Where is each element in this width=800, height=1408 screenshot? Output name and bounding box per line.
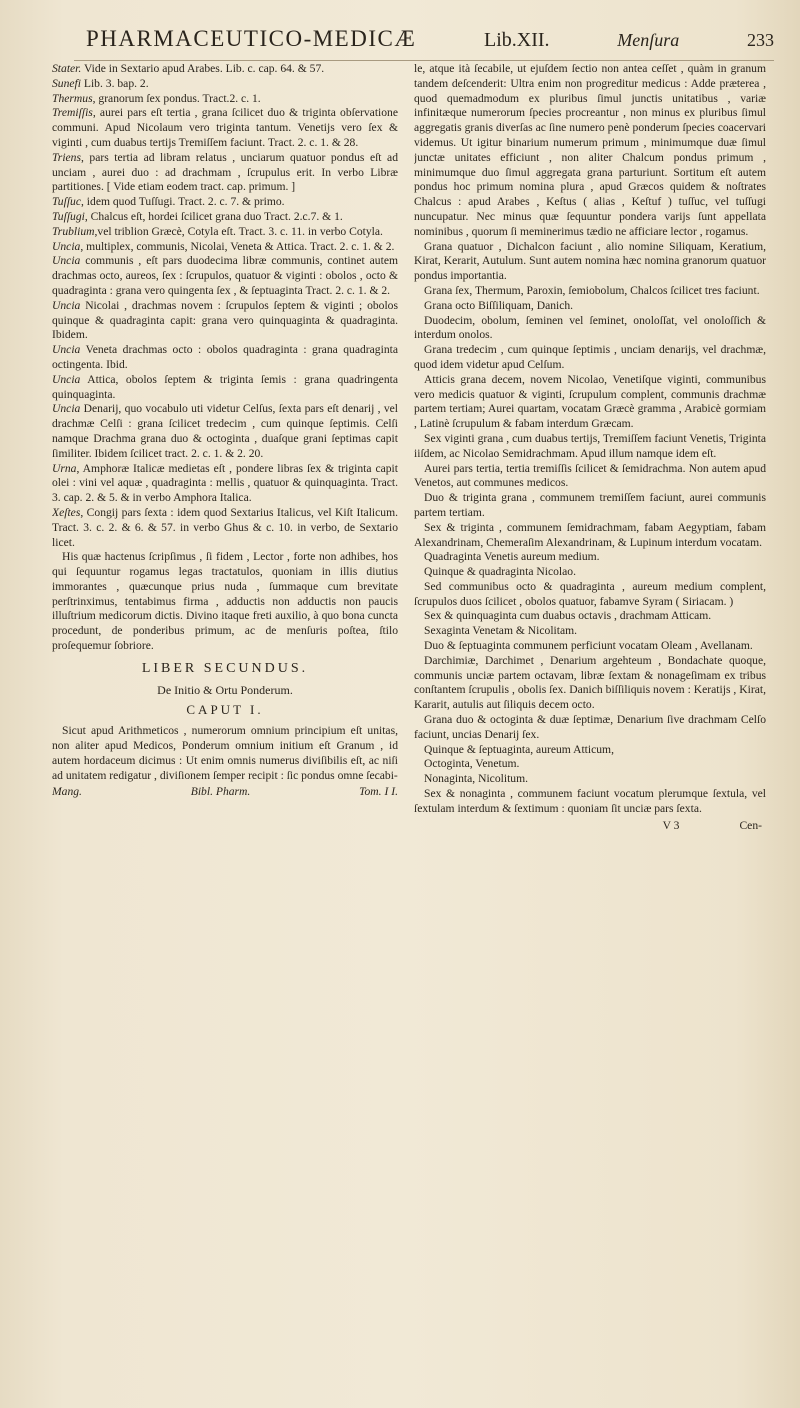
entry-headword: Urna <box>52 461 77 475</box>
initio-heading: De Initio & Ortu Ponderum. <box>157 682 293 697</box>
body-paragraph: Aurei pars tertia, tertia tremiſſis ſcilicet & ſemidrachma. Non autem apud Venetos, aut communes medicos. <box>414 461 766 490</box>
body-paragraph: Quinque & quadraginta Nicolao. <box>424 565 576 579</box>
glossary-entry <box>52 462 398 506</box>
body-paragraph: Sexaginta Venetam & Nicolitam. <box>424 624 578 638</box>
body-paragraph: Octoginta, Venetum. <box>424 757 520 771</box>
body-paragraph: Sed communibus octo & quadraginta , aureum medium complent, ſcrupulos duos ſcilicet , obolos quatuor, fabamve Syram ( Siriacam. ) <box>414 579 766 608</box>
glossary-entry <box>52 151 398 195</box>
glossary-entry <box>52 225 398 240</box>
entry-headword: Sunefi <box>52 76 81 90</box>
body-paragraph: Grana ſex, Thermum, Paroxin, ſemiobolum, Chalcos ſcilicet tres faciunt. <box>424 283 760 297</box>
left-footer <box>52 785 398 800</box>
left-column <box>52 62 398 1392</box>
entry-text: , Chalcus eſt, hordei ſcilicet grana duo Tract. 2.c.7. & 1. <box>84 209 343 223</box>
right-column <box>414 62 766 1392</box>
glossary-entry <box>52 402 398 461</box>
entry-headword: Uncia <box>52 298 81 312</box>
entry-text: , multiplex, communis, Nicolai, Veneta & Attica. Tract. 2. c. 1. & 2. <box>80 239 395 253</box>
page-number: 233 <box>747 30 774 50</box>
entry-headword: Uncia <box>52 372 81 386</box>
entry-text: , granorum ſex pondus. Tract.2. c. 1. <box>92 91 261 105</box>
glossary-entry <box>52 550 398 654</box>
glossary-entry <box>52 343 398 373</box>
body-paragraph: Grana tredecim , cum quinque ſeptimis , unciam denarijs, vel drachmæ, quod idem videtur apud Celſum. <box>414 343 766 371</box>
section-title: Menſura <box>617 30 680 50</box>
entry-text: Nicolai , drachmas novem : ſcrupulos ſeptem & viginti ; obolos quinque & quadraginta capit: grana vero quinquaginta & quadraginta. Ibidem. <box>52 298 398 342</box>
body-paragraph: Grana quatuor , Dichalcon faciunt , alio nomine Siliquam, Keratium, Kirat, Kerarit, Autulum. Sunt autem nomina hæc nomina granorum quatuor pondus importantia. <box>414 239 766 283</box>
glossary-entry <box>52 373 398 403</box>
caput-paragraph: Sicut apud Arithmeticos , numerorum omnium principium eſt unitas, non aliter apud Medicos, Ponderum omnium initium eſt Granum , id autem hordaceum dicimus : Ut enim omnis numerus diviſibilis eſt, ac niſi ad unitatem redigatur , diviſionem ſemper recipit : ſic pondus omne ſecabi- <box>52 724 398 782</box>
entry-text: , idem quod Tuſſugi. Tract. 2. c. 7. & primo. <box>81 195 285 209</box>
header-rule <box>74 60 774 61</box>
glossary-entry <box>52 299 398 343</box>
entry-text: Denarij, quo vocabulo uti videtur Celſus, ſexta pars eſt denarij , vel drachmæ Celſi : grana ſcilicet tredecim , cum quinque ſeptimis. Celſi namque Drachma grana duo & octoginta , duaſque grani ſeptimas capit ſimiliter. Ibidem ſcilicet tract. 2. c. 1. & 2. 20. <box>52 402 398 460</box>
footer-mark: Mang. <box>52 785 82 799</box>
entry-text: Veneta drachmas octo : obolos quadraginta : grana quadraginta octingenta. Ibid. <box>52 343 398 371</box>
glossary-entry <box>52 506 398 550</box>
entry-headword: Uncia <box>52 239 81 253</box>
body-paragraph: Quinque & ſeptuaginta, aureum Atticum, <box>424 742 614 756</box>
entry-headword: Thermus <box>52 91 93 105</box>
entry-headword: Trublium <box>52 224 95 238</box>
footer-title: Bibl. Pharm. <box>190 785 251 799</box>
liber-heading: LIBER SECUNDUS. <box>141 660 309 676</box>
right-paragraphs <box>414 62 766 817</box>
left-entries <box>52 62 398 654</box>
entry-headword: Xeſtes <box>52 505 81 519</box>
footer-tome: Tom. I I. <box>359 785 398 799</box>
body-paragraph: le, atque ità ſecabile, ut ejuſdem ſectio non antea ceſſet , quàm in granum tandem deſcenderit: Ultra enim non progreditur medicus : Adde præterea , quod quemadmodum ex pluribus ſimul junctis unitatibus , variæ infinitæque numerorum ſpecies procreantur , non minus ex pluribus ſimul aggregatis granis diverſas ac ſine numero penè ponderum ſpecies coacervari videmus. Ut igitur binarium numerum primum , minimumque duæ ſimul junctæ unitates efficiunt , non aliter Chalcum pondus primum , minimumque duo ſimul aggregata grana parturiunt. Sortitum eſt autem pondus hoc primum nomina plura , apud Græcos quidem & noſtrates Chalcus : apud Arabes , Keſtus ( alias , Keſtuf ) tuſſuc, vel tuſſugi nuncupatur. Nec minus quæ ſequuntur pondera varijs ſunt appellata nominibus , quorum ſi meminerimus tædio ne afficiare lector , rogamus. <box>414 62 766 238</box>
entry-text: , Amphoræ Italicæ medietas eſt , pondere libras ſex & triginta capit olei : vini vel aquæ , quadraginta : mellis , quatuor & quinquaginta. Tract. 3. cap. 2. & 5. & in verbo Amphora Italica. <box>52 461 398 505</box>
running-title: PHARMACEUTICO-MEDICÆ <box>86 26 417 51</box>
book-number: Lib.XII. <box>484 29 550 51</box>
body-paragraph: Sex & triginta , communem ſemidrachmam, fabam Aegyptiam, fabam Alexandrinam, Chemeraſim Alexandrinam, & Lupinum interdum vocatam. <box>414 520 766 549</box>
body-paragraph: Atticis grana decem, novem Nicolao, Venetiſque viginti, communibus vero medicis quatuor & viginti, ſcrupulum complent, communis drachmæ partem tertiam; Aurei quartam, vocatam Græcè gramma , Arabicè gormiam , Latinè ſcrupulum & fabam interdum Græcam. <box>414 372 766 431</box>
entry-headword: Triens <box>52 150 81 164</box>
entry-headword: Uncia <box>52 343 81 357</box>
caput-heading: CAPUT I. <box>186 702 264 718</box>
running-header <box>86 26 774 60</box>
body-paragraph: Sex & quinquaginta cum duabus octavis , drachmam Atticam. <box>424 609 712 623</box>
body-paragraph: Darchimiæ, Darchimet , Denarium argehteum , Bondachate quoque, communis unciæ partem octavam, libræ ſextam & nonageſimam ex tribus conſtantem ſcrupulis , obolis ſex. Danich biſſiliquis novem : Keratijs , Kirat, Kararit, autulis aut ſiliquis decem octo. <box>414 653 766 712</box>
body-paragraph: Duo & triginta grana , communem tremiſſem faciunt, aurei communis partem tertiam. <box>414 491 766 519</box>
body-paragraph: Sex & nonaginta , communem faciunt vocatum plerumque ſextula, vel ſextulam interdum & ſextimum : quoniam ſit unciæ pars ſexta. <box>414 787 766 815</box>
entry-text: , aurei pars eſt tertia , grana ſcilicet duo & triginta obſervatione communi. Apud Nicolaum vero triginta tantum. Venetijs vero ſex & viginti , cum duabus tertijs Tremiſſem faciunt. Tract. 2. c. 1. & 28. <box>52 106 398 149</box>
glossary-entry <box>52 240 398 255</box>
entry-headword: Uncia <box>52 402 81 416</box>
entry-text: communis , eſt pars duodecima libræ communis, continet autem drachmas octo, aureos, ſex : ſcrupulos, quatuor & viginti : obolos , octo & quadraginta : grana vero quingenta ſex , & ſeptuaginta Tract. 2. c. 1. & 2. <box>52 254 398 297</box>
entry-headword: Tuſſuc <box>52 195 81 209</box>
glossary-entry <box>52 92 398 107</box>
body-paragraph: Sex viginti grana , cum duabus tertijs, Tremiſſem faciunt Venetis, Triginta iiſdem, ac Nicolao Semidrachmam. Apud illum namque idem eſt. <box>414 431 766 460</box>
glossary-entry <box>52 210 398 225</box>
glossary-entry <box>52 254 398 298</box>
entry-text: , Congij pars ſexta : idem quod Sextarius Italicus, vel Kiſt Italicum. Tract. 3. c. 2. & 6. & 57. in verbo Ghus & c. 10. in verbo, de Sextario licet. <box>52 505 398 549</box>
body-paragraph: Duodecim, obolum, ſeminen vel ſeminet, onoloſſat, vel onoloſſich & interdum onolos. <box>414 313 766 342</box>
signature-mark: V 3 <box>662 818 680 832</box>
entry-headword: Uncia <box>52 254 81 268</box>
entry-headword: Stater. <box>52 62 82 75</box>
entry-text: Lib. 3. bap. 2. <box>80 76 149 90</box>
body-paragraph: Quadraginta Venetis aureum medium. <box>424 550 600 564</box>
glossary-entry <box>52 195 398 210</box>
glossary-entry <box>52 77 398 92</box>
entry-text: ,vel triblion Græcè, Cotyla eſt. Tract. 3. c. 11. in verbo Cotyla. <box>94 224 383 238</box>
body-paragraph: Grana duo & octoginta & duæ ſeptimæ, Denarium ſive drachmam Celſo faciunt, uncias Denarij ſex. <box>414 713 766 741</box>
catchword: Cen- <box>739 818 762 832</box>
body-paragraph: Grana octo Biſſiliquam, Danich. <box>424 298 574 312</box>
body-paragraph: Nonaginta, Nicolitum. <box>424 772 529 786</box>
glossary-entry <box>52 62 398 77</box>
entry-text: His quæ hactenus ſcripſimus , ſi fidem , Lector , forte non adhibes, hos qui ſequuntur rogamus legas tractatulos, quoniam in illis diutius immorantes , quæcunque prius nuda , ſummaque cum brevitate perſtrinximus, tentabimus firma , adductis non adductis non paucis illuſtrium medicorum dictis. Divino itaque freti auxilio, à quo bona cuncta procedunt, de ponderibus primum, ac de menſuris poſtea, ſtilo proſequemur ſobriore. <box>52 550 398 653</box>
entry-text: Vide in Sextario apud Arabes. Lib. c. cap. 64. & 57. <box>81 62 325 75</box>
entry-headword: Tuſſugi <box>52 209 85 223</box>
glossary-entry <box>52 106 398 150</box>
entry-text: Attica, obolos ſeptem & triginta ſemis : grana quadringenta quinquaginta. <box>52 372 398 401</box>
entry-headword: Tremiſſis <box>52 106 93 120</box>
entry-text: , pars tertia ad libram relatus , unciarum quatuor pondus eſt ad unciam , aurei duo : ad drachmam , ſcrupulus erit. In verbo Libræ partitiones. [ Vide etiam eodem tract. cap. primum. ] <box>52 150 398 194</box>
right-footer <box>414 819 766 834</box>
body-paragraph: Duo & ſeptuaginta communem perficiunt vocatam Oleam , Avellanam. <box>424 639 753 653</box>
